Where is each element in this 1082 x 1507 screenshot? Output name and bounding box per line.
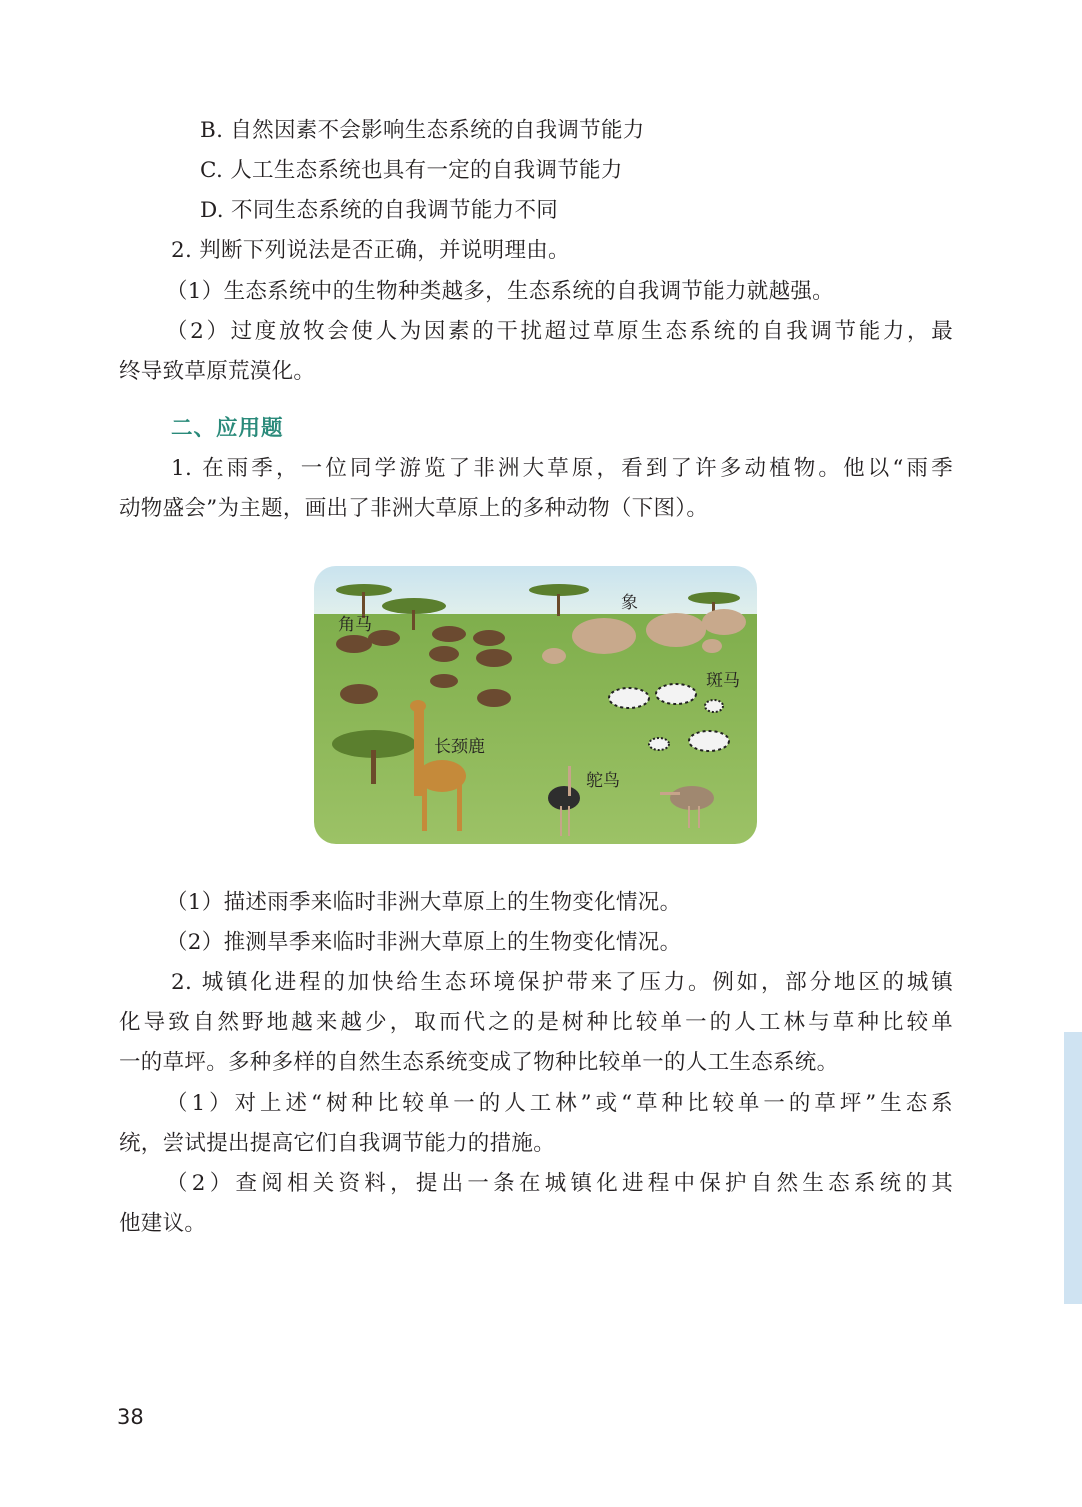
label-zebra: 斑马 — [706, 671, 740, 691]
label-giraffe: 长颈鹿 — [434, 737, 485, 757]
option-d: D. 不同生态系统的自我调节能力不同 — [200, 198, 559, 223]
savanna-scene — [314, 566, 757, 844]
question-2-item-2-line-1: （2）过度放牧会使人为因素的干扰超过草原生态系统的自我调节能力，最 — [166, 319, 953, 344]
label-ostrich: 鸵鸟 — [586, 771, 620, 791]
application-1-item-2: （2）推测旱季来临时非洲大草原上的生物变化情况。 — [166, 930, 682, 955]
application-2-line-1: 2. 城镇化进程的加快给生态环境保护带来了压力。例如，部分地区的城镇 — [171, 970, 953, 995]
label-wildebeest: 角马 — [338, 615, 372, 635]
page-number: 38 — [117, 1405, 144, 1429]
label-elephant: 象 — [621, 593, 638, 613]
savanna-illustration — [314, 566, 757, 844]
section-heading: 二、应用题 — [171, 416, 284, 441]
application-1-line-1: 1. 在雨季，一位同学游览了非洲大草原，看到了许多动植物。他以“雨季 — [171, 456, 953, 481]
application-2-line-2: 化导致自然野地越来越少，取而代之的是树种比较单一的人工林与草种比较单 — [119, 1010, 953, 1035]
application-2-item-2-line-2: 他建议。 — [119, 1211, 207, 1236]
question-2: 2. 判断下列说法是否正确，并说明理由。 — [171, 238, 570, 263]
application-2-line-3: 一的草坪。多种多样的自然生态系统变成了物种比较单一的人工生态系统。 — [119, 1050, 839, 1075]
side-tab — [1064, 1032, 1082, 1304]
application-2-item-2-line-1: （2）查阅相关资料，提出一条在城镇化进程中保护自然生态系统的其 — [166, 1171, 953, 1196]
application-2-item-1-line-2: 统，尝试提出提高它们自我调节能力的措施。 — [119, 1131, 556, 1156]
application-1-line-2: 动物盛会”为主题，画出了非洲大草原上的多种动物（下图）。 — [119, 496, 709, 521]
question-2-item-2-line-2: 终导致草原荒漠化。 — [119, 359, 316, 384]
application-2-item-1-line-1: （1）对上述“树种比较单一的人工林”或“草种比较单一的草坪”生态系 — [166, 1091, 953, 1116]
option-b: B. 自然因素不会影响生态系统的自我调节能力 — [200, 118, 645, 143]
question-2-item-1: （1）生态系统中的生物种类越多，生态系统的自我调节能力就越强。 — [166, 279, 834, 304]
application-1-item-1: （1）描述雨季来临时非洲大草原上的生物变化情况。 — [166, 890, 682, 915]
option-c: C. 人工生态系统也具有一定的自我调节能力 — [200, 158, 623, 183]
